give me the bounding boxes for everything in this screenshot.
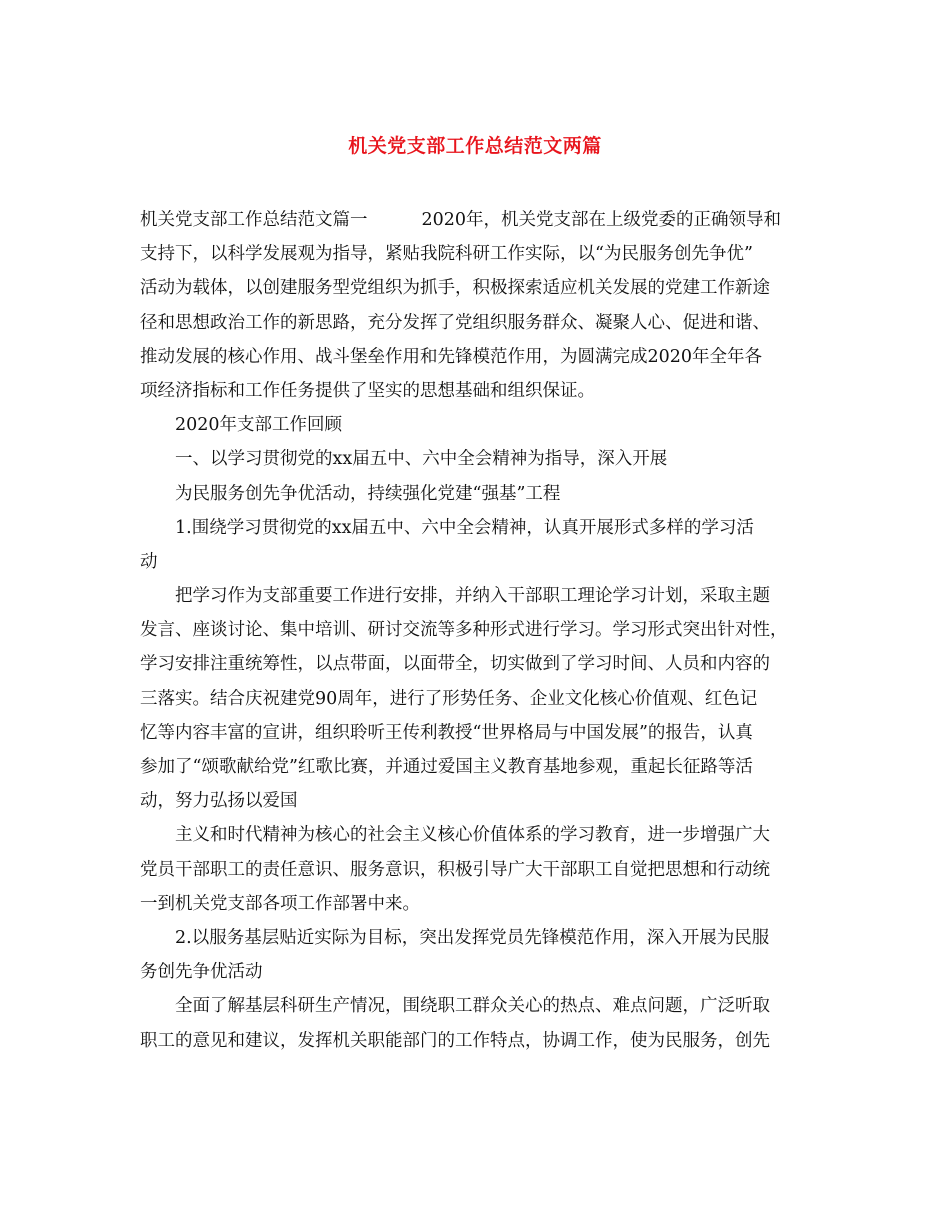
document-body — [140, 203, 820, 1058]
paragraph-line: 忆等内容丰富的宣讲，组织聆听王传利教授“世界格局与中国发展”的报告，认真 — [140, 722, 753, 743]
subsection-heading: 务创先争优活动 — [140, 962, 263, 983]
paragraph-line: 支持下，以科学发展观为指导，紧贴我院科研工作实际，以“为民服务创先争优” — [140, 244, 753, 265]
section-heading: 2020年支部工作回顾 — [175, 415, 343, 436]
paragraph-line: 党员干部职工的责任意识、服务意识，积极引导广大干部职工自觉把思想和行动统 — [140, 859, 770, 880]
paragraph-line: 径和思想政治工作的新思路，充分发挥了党组织服务群众、凝聚人心、促进和谐、 — [140, 312, 770, 333]
paragraph-line: 主义和时代精神为核心的社会主义核心价值体系的学习教育，进一步增强广大 — [175, 825, 770, 846]
paragraph-line: 把学习作为支部重要工作进行安排，并纳入干部职工理论学习计划，采取主题 — [175, 586, 770, 607]
paragraph-text: 2020年，机关党支部在上级党委的正确领导和 — [421, 210, 782, 230]
paragraph-line: 三落实。结合庆祝建党90周年，进行了形势任务、企业文化核心价值观、红色记 — [140, 688, 758, 709]
paragraph-line: 一到机关党支部各项工作部署中来。 — [140, 893, 420, 914]
paragraph-line: 发言、座谈讨论、集中培训、研讨交流等多种形式进行学习。学习形式突出针对性， — [140, 620, 788, 641]
section-heading: 一、以学习贯彻党的xx届五中、六中全会精神为指导，深入开展 — [175, 449, 668, 470]
paragraph-line: 活动为载体，以创建服务型党组织为抓手，积极探索适应机关发展的党建工作新途 — [140, 278, 770, 299]
subsection-heading: 1.围绕学习贯彻党的xx届五中、六中全会精神，认真开展形式多样的学习活 — [175, 517, 754, 538]
paragraph-line: 参加了“颂歌献给党”红歌比赛，并通过爱国主义教育基地参观，重起长征路等活 — [140, 757, 753, 777]
paragraph-line: 学习安排注重统筹性，以点带面，以面带全，切实做到了学习时间、人员和内容的 — [140, 654, 770, 675]
paragraph-line: 推动发展的核心作用、战斗堡垒作用和先锋模范作用，为圆满完成2020年全年各 — [140, 346, 763, 367]
section-label: 机关党支部工作总结范文篇一 — [140, 210, 368, 230]
document-title: 机关党支部工作总结范文两篇 — [348, 135, 602, 157]
section-heading: 为民服务创先争优活动，持续强化党建“强基”工程 — [175, 483, 561, 504]
subsection-heading: 2.以服务基层贴近实际为目标，突出发挥党员先锋模范作用，深入开展为民服 — [175, 927, 770, 948]
paragraph-line — [140, 203, 820, 237]
paragraph-line: 职工的意见和建议，发挥机关职能部门的工作特点，协调工作，使为民服务，创先 — [140, 1030, 770, 1051]
paragraph-line: 动，努力弘扬以爱国 — [140, 791, 298, 812]
subsection-heading: 动 — [140, 551, 158, 572]
paragraph-line: 全面了解基层科研生产情况，围绕职工群众关心的热点、难点问题，广泛听取 — [175, 996, 770, 1017]
paragraph-line: 项经济指标和工作任务提供了坚实的思想基础和组织保证。 — [140, 380, 595, 401]
